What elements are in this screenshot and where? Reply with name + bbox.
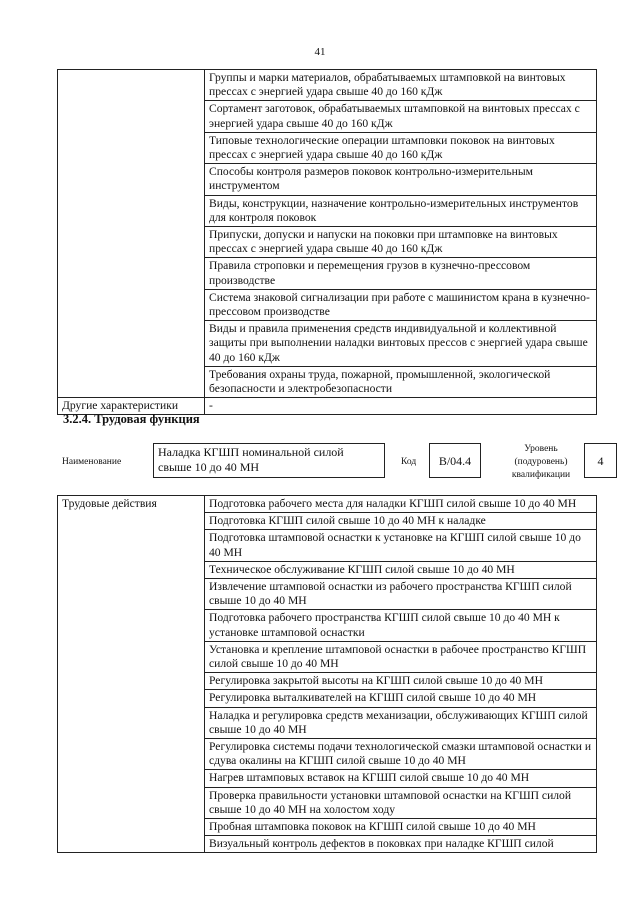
knowledge-item: Способы контроля размеров поковок контрольно-измерительным инструментом [205, 164, 597, 195]
knowledge-item: Припуски, допуски и напуски на поковки при штамповке на винтовых прессах с энергией удара свыше 40 до 160 кДж [205, 227, 597, 258]
action-item: Установка и крепление штамповой оснастки в рабочее пространство КГШП силой свыше 10 до 40 МН [205, 641, 597, 672]
knowledge-item: Виды, конструкции, назначение контрольно-измерительных инструментов для контроля поковок [205, 195, 597, 226]
action-item: Подготовка штамповой оснастки к установке на КГШП силой свыше 10 до 40 МН [205, 530, 597, 561]
knowledge-item: Правила строповки и перемещения грузов в кузнечно-прессовом производстве [205, 258, 597, 289]
knowledge-item: Система знаковой сигнализации при работе с машинистом крана в кузнечно-прессовом производстве [205, 289, 597, 320]
action-item: Пробная штамповка поковок на КГШП силой свыше 10 до 40 МН [205, 819, 597, 836]
action-item: Извлечение штамповой оснастки из рабочего пространства КГШП силой свыше 10 до 40 МН [205, 579, 597, 610]
action-item: Визуальный контроль дефектов в поковках при наладке КГШП силой [205, 836, 597, 853]
action-item: Подготовка КГШП силой свыше 10 до 40 МН к наладке [205, 513, 597, 530]
code-label: Код [401, 457, 417, 467]
action-item: Регулировка выталкивателей на КГШП силой свыше 10 до 40 МН [205, 690, 597, 707]
action-item: Регулировка закрытой высоты на КГШП силой свыше 10 до 40 МН [205, 673, 597, 690]
section-heading: 3.2.4. Трудовая функция [63, 412, 200, 426]
action-item: Нагрев штамповых вставок на КГШП силой свыше 10 до 40 МН [205, 770, 597, 787]
actions-label: Трудовые действия [58, 496, 205, 853]
other-characteristics-value: - [205, 398, 597, 415]
actions-table-body [58, 496, 597, 853]
function-name-box: Наладка КГШП номинальной силой свыше 10 до 40 МН [153, 443, 385, 478]
knowledge-table-body [58, 70, 597, 415]
actions-table [57, 495, 597, 853]
level-value-box: 4 [584, 443, 617, 478]
page-number: 41 [314, 46, 326, 58]
action-item: Регулировка системы подачи технологической смазки штамповой оснастки и сдува окалины на КГШП силой свыше 10 до 40 МН [205, 739, 597, 770]
knowledge-item: Требования охраны труда, пожарной, промышленной, экологической безопасности и электробезопасности [205, 366, 597, 397]
knowledge-item: Сортамент заготовок, обрабатываемых штамповкой на винтовых прессах с энергией удара свыше 40 до 160 кДж [205, 101, 597, 132]
knowledge-item: Типовые технологические операции штамповки поковок на винтовых прессах с энергией удара свыше 40 до 160 кДж [205, 132, 597, 163]
knowledge-label-cell [58, 70, 205, 398]
function-info [57, 440, 617, 486]
action-item: Техническое обслуживание КГШП силой свыше 10 до 40 МН [205, 561, 597, 578]
action-item: Наладка и регулировка средств механизации, обслуживающих КГШП силой свыше 10 до 40 МН [205, 707, 597, 738]
action-item: Подготовка рабочего пространства КГШП силой свыше 10 до 40 МН к установке штамповой оснастки [205, 610, 597, 641]
level-label: Уровень (подуровень) квалификации [511, 444, 571, 480]
knowledge-item: Виды и правила применения средств индивидуальной и коллективной защиты при выполнении наладки винтовых прессов с энергией удара свыше 40 до 160 кДж [205, 321, 597, 367]
table-row [58, 70, 597, 101]
action-item: Подготовка рабочего места для наладки КГШП силой свыше 10 до 40 МН [205, 496, 597, 513]
name-label: Наименование [62, 457, 122, 467]
function-code-box: B/04.4 [429, 443, 481, 478]
knowledge-table [57, 69, 597, 415]
knowledge-item: Группы и марки материалов, обрабатываемых штамповкой на винтовых прессах с энергией удара свыше 40 до 160 кДж [205, 70, 597, 101]
table-row [58, 496, 597, 513]
other-characteristics-label: Другие характеристики [58, 398, 205, 415]
action-item: Проверка правильности установки штамповой оснастки на КГШП силой свыше 10 до 40 МН на холостом ходу [205, 787, 597, 818]
